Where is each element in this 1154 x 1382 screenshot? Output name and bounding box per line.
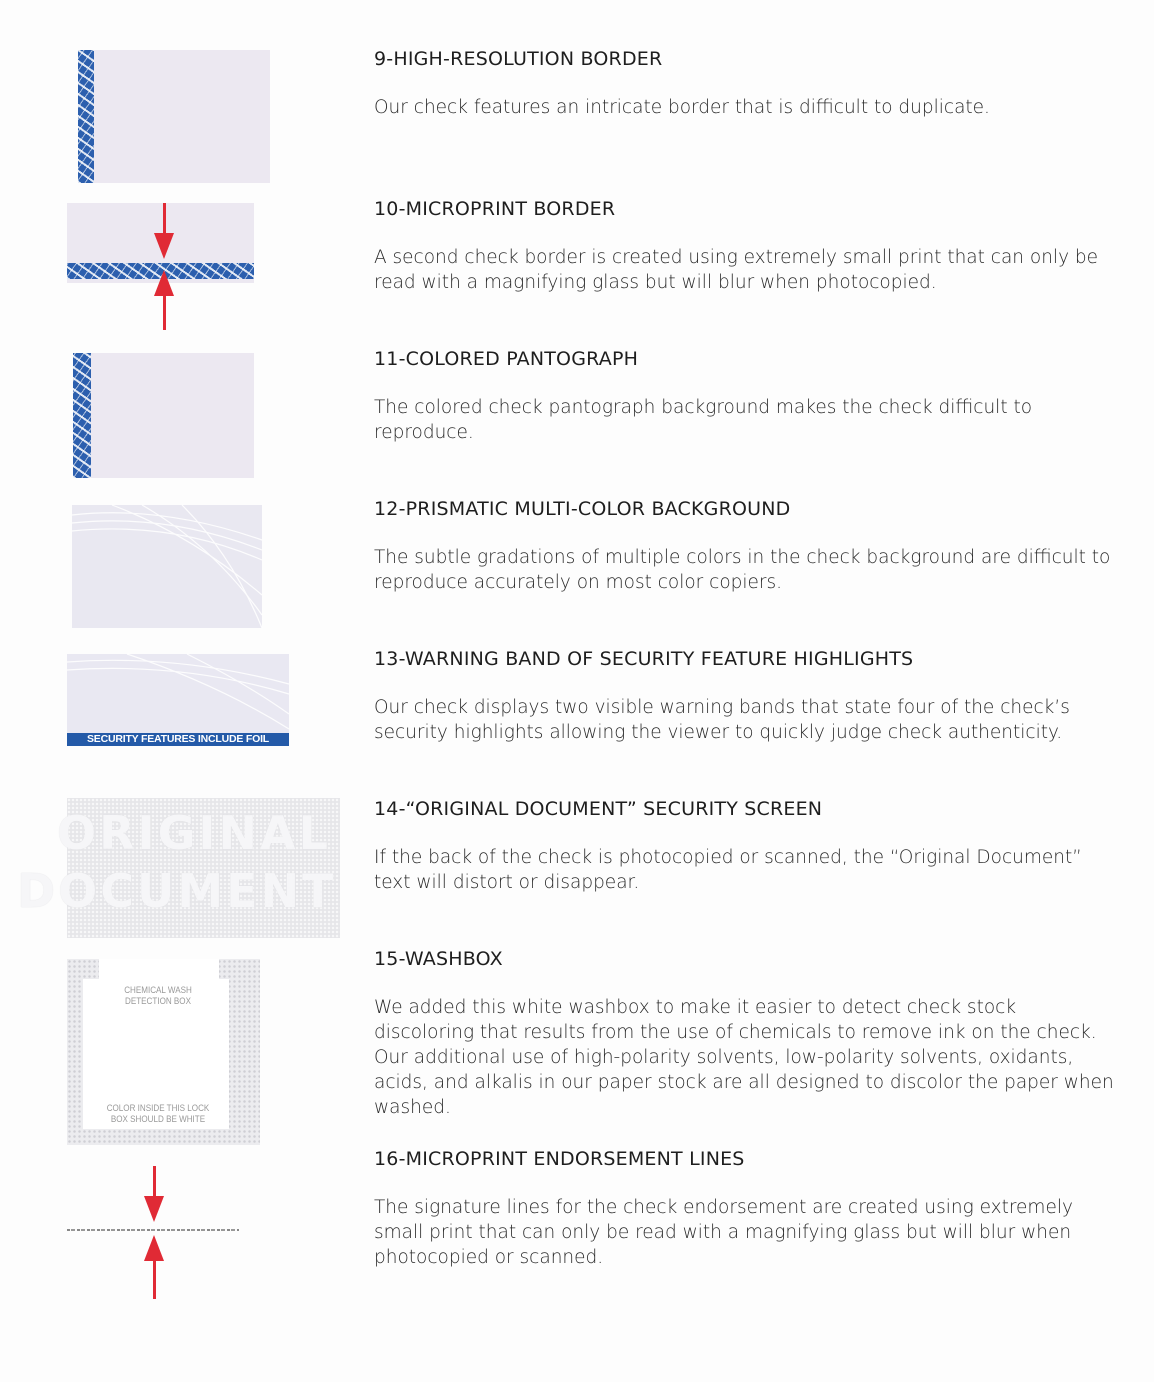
feature-title: 11-COLORED PANTOGRAPH [374, 348, 639, 370]
feature-title: 12-PRISMATIC MULTI-COLOR BACKGROUND [374, 498, 791, 520]
feature-washbox [374, 947, 1114, 1120]
feature-prismatic-background [374, 497, 1114, 595]
arrow-down-line [163, 203, 166, 237]
check-border-pattern [73, 353, 91, 478]
feature-description: The signature lines for the check endorsement are created using extremely small print that can only be read with a magnifying glass but will blur when photocopied or scanned. [374, 1197, 1073, 1268]
high-resolution-border-image [78, 50, 270, 183]
arrow-down-icon [154, 233, 174, 259]
feature-title: 10-MICROPRINT BORDER [374, 198, 616, 220]
prismatic-lines [72, 505, 262, 628]
feature-description: Our check features an intricate border that is difficult to duplicate. [374, 97, 990, 118]
document-word: DOCUMENT [17, 864, 337, 918]
feature-description: If the back of the check is photocopied or scanned, the “Original Document” text will distort or disappear. [374, 847, 1082, 893]
feature-warning-band [374, 647, 1114, 745]
arrow-up-icon [154, 270, 174, 296]
feature-description: Our check displays two visible warning bands that state four of the check’s security highlights allowing the viewer to quickly judge check authenticity. [374, 697, 1070, 743]
original-document-screen-image [17, 798, 340, 938]
feature-title: 14-“ORIGINAL DOCUMENT” SECURITY SCREEN [374, 798, 823, 820]
warning-band-image [67, 654, 289, 746]
arrow-down-line [153, 1166, 156, 1198]
endorsement-microprint-line [67, 1229, 239, 1231]
feature-high-resolution-border [374, 47, 1114, 120]
washbox-bottom-label: COLOR INSIDE THIS LOCK BOX SHOULD BE WHITE [106, 1103, 210, 1125]
washbox-white-area [99, 959, 219, 979]
feature-colored-pantograph [374, 347, 1114, 445]
feature-microprint-border [374, 197, 1114, 295]
arrow-up-line [153, 1259, 156, 1299]
feature-title: 16-MICROPRINT ENDORSEMENT LINES [374, 1148, 745, 1170]
feature-title: 15-WASHBOX [374, 948, 503, 970]
feature-title: 13-WARNING BAND OF SECURITY FEATURE HIGHLIGHTS [374, 648, 914, 670]
check-border-pattern [78, 50, 94, 183]
feature-description: The colored check pantograph background makes the check difficult to reproduce. [374, 397, 1033, 443]
feature-description: The subtle gradations of multiple colors in the check background are difficult to reproduce accurately on most color copiers. [374, 547, 1111, 593]
feature-title: 9-HIGH-RESOLUTION BORDER [374, 48, 663, 70]
original-word: ORIGINAL [57, 806, 331, 860]
prismatic-lines [67, 654, 289, 734]
arrow-down-icon [144, 1196, 164, 1222]
prismatic-background-image [72, 505, 262, 628]
feature-original-document-screen [374, 797, 1114, 895]
washbox-image [67, 959, 260, 1145]
colored-pantograph-image [73, 353, 254, 478]
arrow-up-icon [144, 1235, 164, 1261]
washbox-top-label: CHEMICAL WASH DETECTION BOX [124, 985, 192, 1007]
feature-description: We added this white washbox to make it easier to detect check stock discoloring that results from the use of chemicals to remove ink on the check. Our additional use of high-polarity solvents, low-polarity solvents, oxidants, acids, and alkalis in our paper stock are all designed to discolor the paper when washed. [374, 997, 1114, 1118]
arrow-up-line [163, 294, 166, 330]
feature-description: A second check border is created using extremely small print that can only be read with a magnifying glass but will blur when photocopied. [374, 247, 1099, 293]
warning-band-label: SECURITY FEATURES INCLUDE FOIL [67, 733, 289, 746]
feature-microprint-endorsement [374, 1147, 1114, 1270]
